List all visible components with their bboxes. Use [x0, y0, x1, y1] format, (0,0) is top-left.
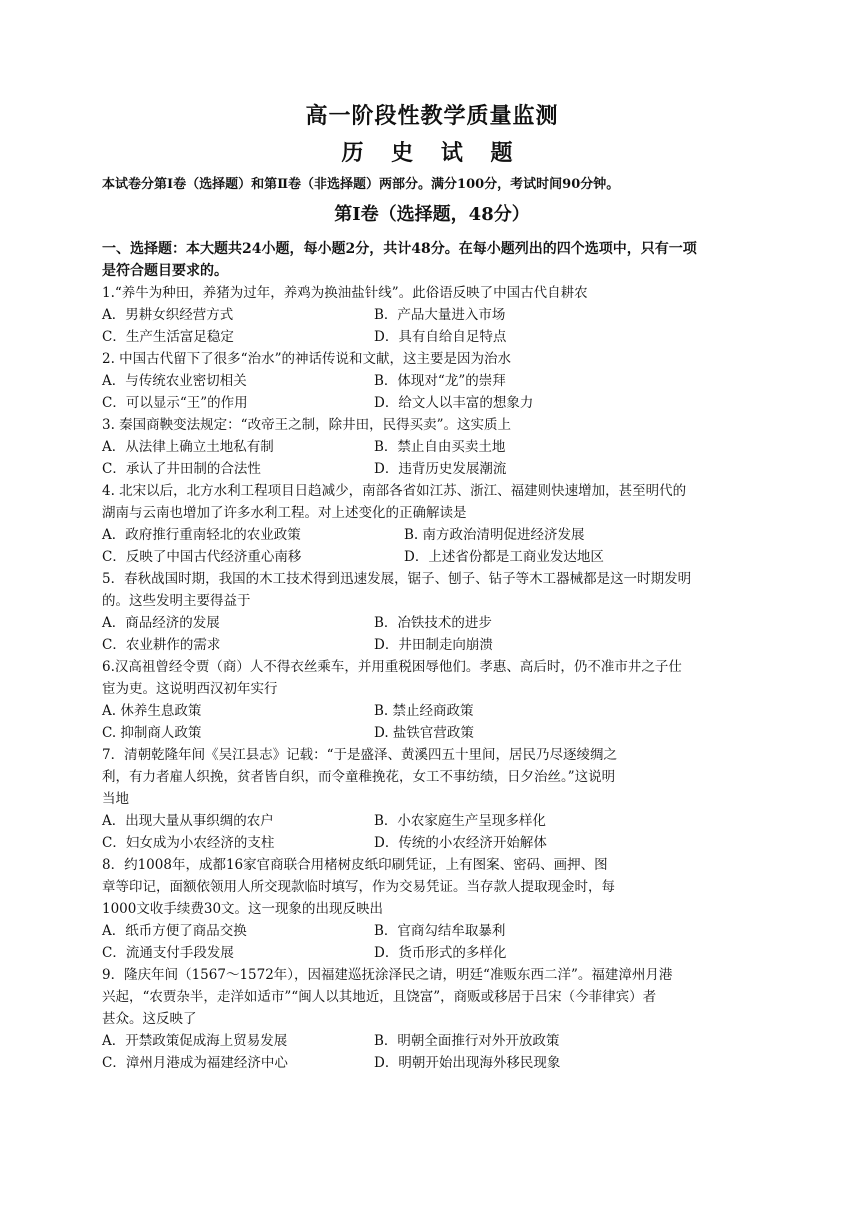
option-d: D．上述省份都是工商业发达地区 [404, 549, 604, 565]
option-a: A．与传统农业密切相关 [102, 373, 247, 389]
question-stem-line: 宦为吏。这说明西汉初年实行 [102, 681, 278, 697]
option-c: C．漳州月港成为福建经济中心 [102, 1055, 288, 1071]
option-a: A．纸币方便了商品交换 [102, 923, 247, 939]
page-title: 高一阶段性教学质量监测 [305, 103, 559, 129]
answer-options [102, 700, 762, 744]
question-stem-line: 湖南与云南也增加了许多水利工程。对上述变化的正确解读是 [102, 505, 467, 521]
option-a: A．开禁政策促成海上贸易发展 [102, 1033, 288, 1049]
option-b: B．官商勾结牟取暴利 [374, 923, 506, 939]
section-heading-line: 是符合题目要求的。 [102, 263, 228, 279]
option-b: B．体现对“龙”的崇拜 [374, 373, 506, 389]
exam-page [102, 100, 762, 1074]
question-1 [102, 282, 762, 348]
question-stem-line: 7．清朝乾隆年间《吴江县志》记载：“于是盛泽、黄溪四五十里间，居民乃尽逐绫绸之 [102, 747, 617, 763]
question-stem [102, 854, 762, 920]
question-3 [102, 414, 762, 480]
option-d: D．货币形式的多样化 [374, 945, 507, 961]
option-b: B. 禁止经商政策 [374, 703, 474, 719]
option-c: C. 抑制商人政策 [102, 725, 202, 741]
question-stem [102, 656, 762, 700]
option-d: D．违背历史发展潮流 [374, 461, 507, 477]
question-6 [102, 656, 762, 744]
question-stem [102, 282, 762, 304]
question-stem-line: 1000文收手续费30文。这一现象的出现反映出 [102, 901, 384, 917]
option-a: A．商品经济的发展 [102, 615, 220, 631]
answer-options [102, 524, 762, 568]
option-d: D．给文人以丰富的想象力 [374, 395, 534, 411]
question-stem-line: 当地 [102, 791, 129, 807]
option-b: B．禁止自由买卖土地 [374, 439, 506, 455]
section-heading-line: 一、选择题：本大题共24小题，每小题2分，共计48分。在每小题列出的四个选项中，只有一项 [102, 241, 697, 257]
option-b: B．小农家庭生产呈现多样化 [374, 813, 546, 829]
question-stem-line: 9．隆庆年间（1567～1572年），因福建巡抚涂泽民之请，明廷“准贩东西二洋”。福建漳州月港 [102, 967, 673, 983]
option-c: C．农业耕作的需求 [102, 637, 221, 653]
question-stem-line: 的。这些发明主要得益于 [102, 593, 251, 609]
section-heading [102, 238, 762, 282]
question-stem-line: 2. 中国古代留下了很多“治水”的神话传说和文献，这主要是因为治水 [102, 351, 511, 367]
question-7 [102, 744, 762, 854]
option-a: A．出现大量从事织绸的农户 [102, 813, 274, 829]
question-8 [102, 854, 762, 964]
option-d: D．具有自给自足特点 [374, 329, 507, 345]
exam-instructions: 本试卷分第Ⅰ卷（选择题）和第Ⅱ卷（非选择题）两部分。满分100分，考试时间90分钟。 [102, 177, 620, 192]
question-4 [102, 480, 762, 568]
option-c: C．生产生活富足稳定 [102, 329, 234, 345]
question-stem-line: 3. 秦国商鞅变法规定：“改帝王之制，除井田，民得买卖”。这实质上 [102, 417, 511, 433]
option-a: A. 休养生息政策 [102, 703, 202, 719]
answer-options [102, 612, 762, 656]
answer-options [102, 436, 762, 480]
section-title: 第Ⅰ卷（选择题，48分） [334, 204, 530, 225]
question-stem-line: 兴起，“农贾杂半，走洋如适市”“闽人以其地近，且饶富”，商贩或移居于吕宋（今菲律宾）者 [102, 989, 657, 1005]
question-5 [102, 568, 762, 656]
option-d: D．明朝开始出现海外移民现象 [374, 1055, 561, 1071]
answer-options [102, 810, 762, 854]
question-stem-line: 利，有力者雇人织挽，贫者皆自织，而令童稚挽花，女工不事纺绩，日夕治丝。”这说明 [102, 769, 616, 785]
question-stem [102, 348, 762, 370]
option-b: B．明朝全面推行对外开放政策 [374, 1033, 560, 1049]
option-c: C．承认了井田制的合法性 [102, 461, 261, 477]
question-2 [102, 348, 762, 414]
option-c: C．妇女成为小农经济的支柱 [102, 835, 275, 851]
question-stem-line: 5．春秋战国时期，我国的木工技术得到迅速发展，锯子、刨子、钻子等木工器械都是这一时期发明 [102, 571, 692, 587]
option-a: A．政府推行重南轻北的农业政策 [102, 527, 301, 543]
question-stem [102, 964, 762, 1030]
question-9 [102, 964, 762, 1074]
answer-options [102, 304, 762, 348]
option-b: B．冶铁技术的进步 [374, 615, 492, 631]
page-subtitle: 历 史 试 题 [341, 140, 523, 166]
option-d: D．传统的小农经济开始解体 [374, 835, 547, 851]
question-stem-line: 章等印记，面额依领用人所交现款临时填写，作为交易凭证。当存款人提取现金时，每 [102, 879, 615, 895]
option-d: D．井田制走向崩溃 [374, 637, 493, 653]
option-a: A．从法律上确立土地私有制 [102, 439, 274, 455]
question-stem-line: 1.“养牛为种田，养猪为过年，养鸡为换油盐针线”。此俗语反映了中国古代自耕农 [102, 285, 588, 301]
option-b: B．产品大量进入市场 [374, 307, 506, 323]
question-stem-line: 4. 北宋以后，北方水利工程项目日趋减少，南部各省如江苏、浙江、福建则快速增加，甚至明代的 [102, 483, 687, 499]
question-stem-line: 6.汉高祖曾经令贾（商）人不得衣丝乘车，并用重税困辱他们。孝惠、高后时，仍不准市井之子仕 [102, 659, 682, 675]
option-c: C．流通支付手段发展 [102, 945, 234, 961]
option-c: C．可以显示“王”的作用 [102, 395, 248, 411]
question-stem [102, 568, 762, 612]
answer-options [102, 920, 762, 964]
option-c: C．反映了中国古代经济重心南移 [102, 549, 302, 565]
option-a: A．男耕女织经营方式 [102, 307, 234, 323]
question-stem [102, 480, 762, 524]
question-stem [102, 744, 762, 810]
answer-options [102, 370, 762, 414]
question-stem [102, 414, 762, 436]
option-b: B. 南方政治清明促进经济发展 [404, 527, 585, 543]
question-stem-line: 甚众。这反映了 [102, 1011, 197, 1027]
question-stem-line: 8．约1008年，成都16家官商联合用楮树皮纸印刷凭证，上有图案、密码、画押、图 [102, 857, 608, 873]
question-list [102, 282, 762, 1074]
answer-options [102, 1030, 762, 1074]
option-d: D. 盐铁官营政策 [374, 725, 474, 741]
